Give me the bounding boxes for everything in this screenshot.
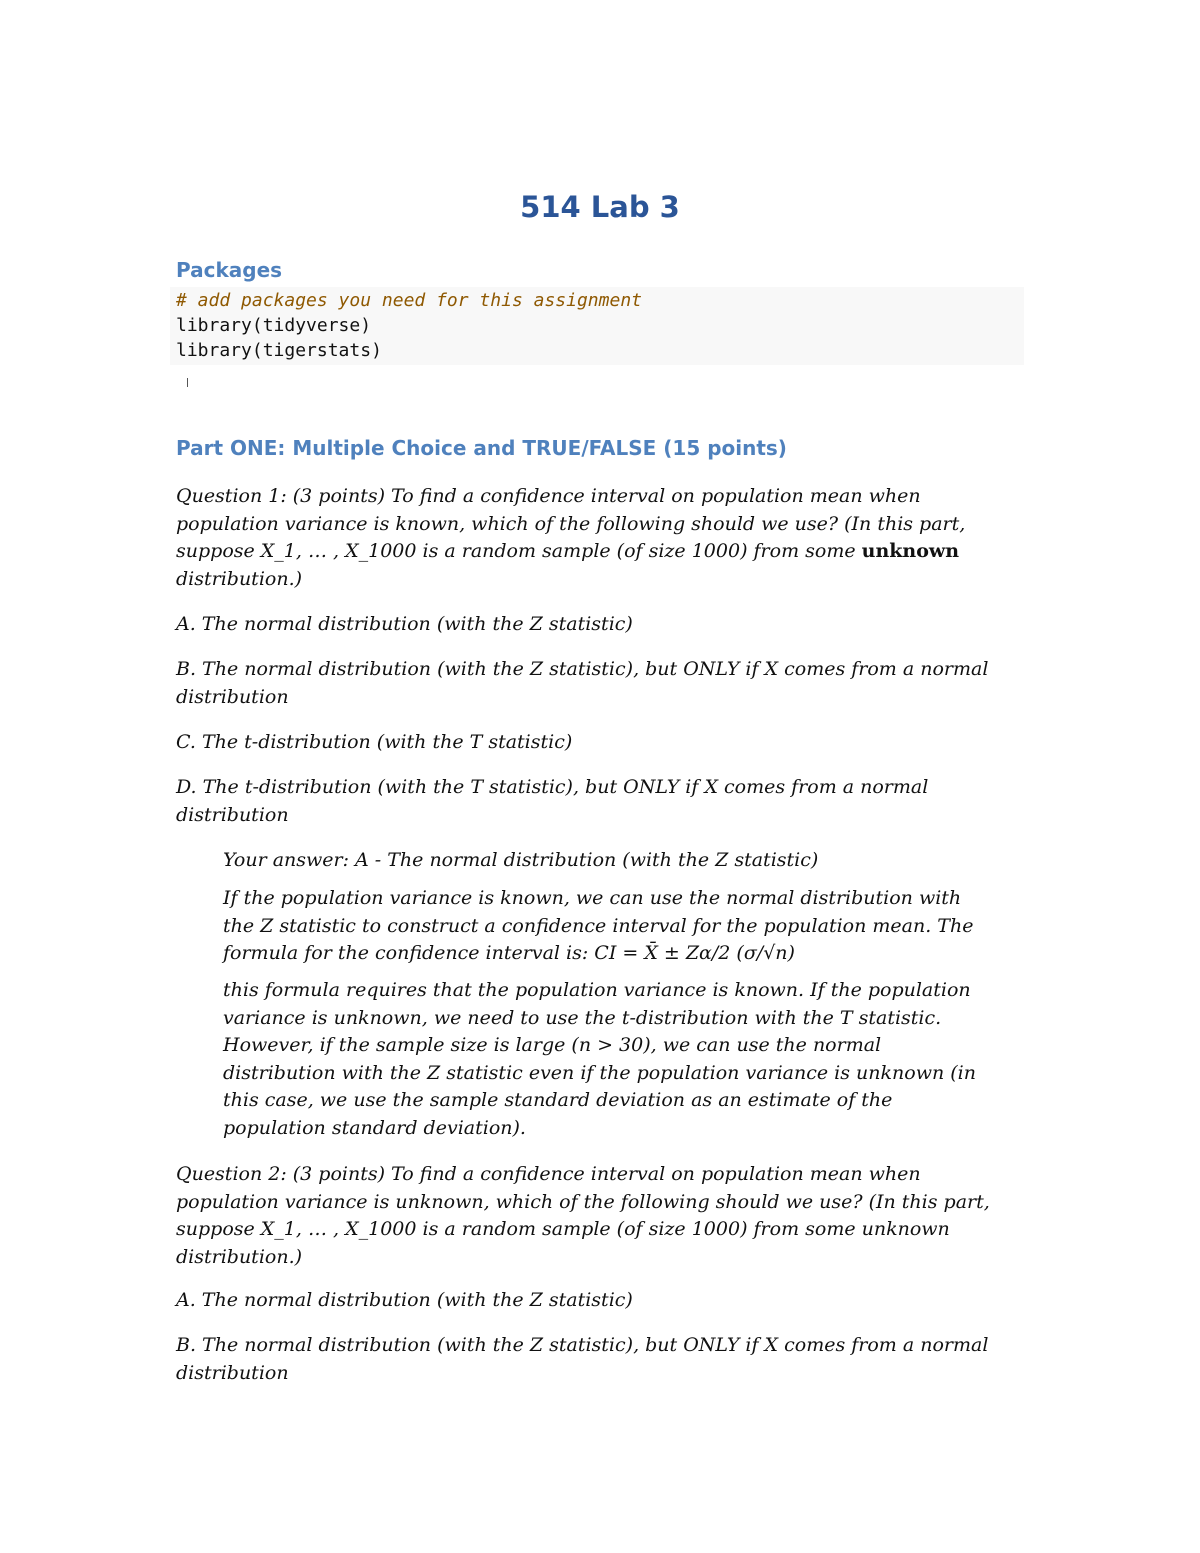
code-comment: # add packages you need for this assignment — [176, 290, 642, 311]
question-2-option-a: A. The normal distribution (with the Z statistic) — [176, 1289, 633, 1311]
question-1-answer: Your answer: A - The normal distribution (with the Z statistic) — [223, 849, 819, 871]
question-1-text-end: distribution.) — [176, 567, 303, 590]
question-1-explanation-cont: this formula requires that the population variance is known. If the population variance is unknown, we need to use the t-distribution with the T statistic. However, if the sample size is large (n > 30), we can use the normal distribution with the Z statistic even if the population variance is unknown (in this case, we use the sample standard deviation as an estimate of the population standard deviation). — [223, 979, 976, 1139]
code-line: library(tigerstats) — [176, 340, 382, 361]
question-1-option-c: C. The t-distribution (with the T statistic) — [176, 731, 573, 753]
question-1-emphasis: unknown — [861, 540, 960, 562]
question-1-text: Question 1: (3 points) To find a confidence interval on population mean when population variance is known, which of the following should we use? (In this part, suppose X_1, … , X_1000 is a random sample (of size 1000) from some — [176, 485, 966, 562]
question-2-option-b: B. The normal distribution (with the Z statistic), but ONLY if X comes from a normal distribution — [176, 1334, 989, 1384]
question-1-prompt — [176, 483, 1006, 593]
question-1-option-d: D. The t-distribution (with the T statistic), but ONLY if X comes from a normal distribution — [176, 776, 929, 826]
question-1-option-b: B. The normal distribution (with the Z statistic), but ONLY if X comes from a normal distribution — [176, 658, 989, 708]
question-1-explanation: If the population variance is known, we can use the normal distribution with the Z statistic to construct a confidence interval for the population mean. The formula for the confidence interval is: CI = X̄ ± Zα/2 (σ/√n) — [223, 887, 974, 964]
code-line: library(tidyverse) — [176, 315, 372, 336]
question-2-prompt: Question 2: (3 points) To find a confidence interval on population mean when population variance is unknown, which of the following should we use? (In this part, suppose X_1, … , X_1000 is a random sample (of size 1000) from some unknown distribution.) — [176, 1163, 990, 1268]
packages-heading: Packages — [176, 258, 283, 282]
page-title: 514 Lab 3 — [520, 190, 680, 224]
question-1-option-a: A. The normal distribution (with the Z statistic) — [176, 613, 633, 635]
cursor-mark — [187, 378, 188, 387]
part-one-heading: Part ONE: Multiple Choice and TRUE/FALSE (15 points) — [176, 436, 787, 460]
